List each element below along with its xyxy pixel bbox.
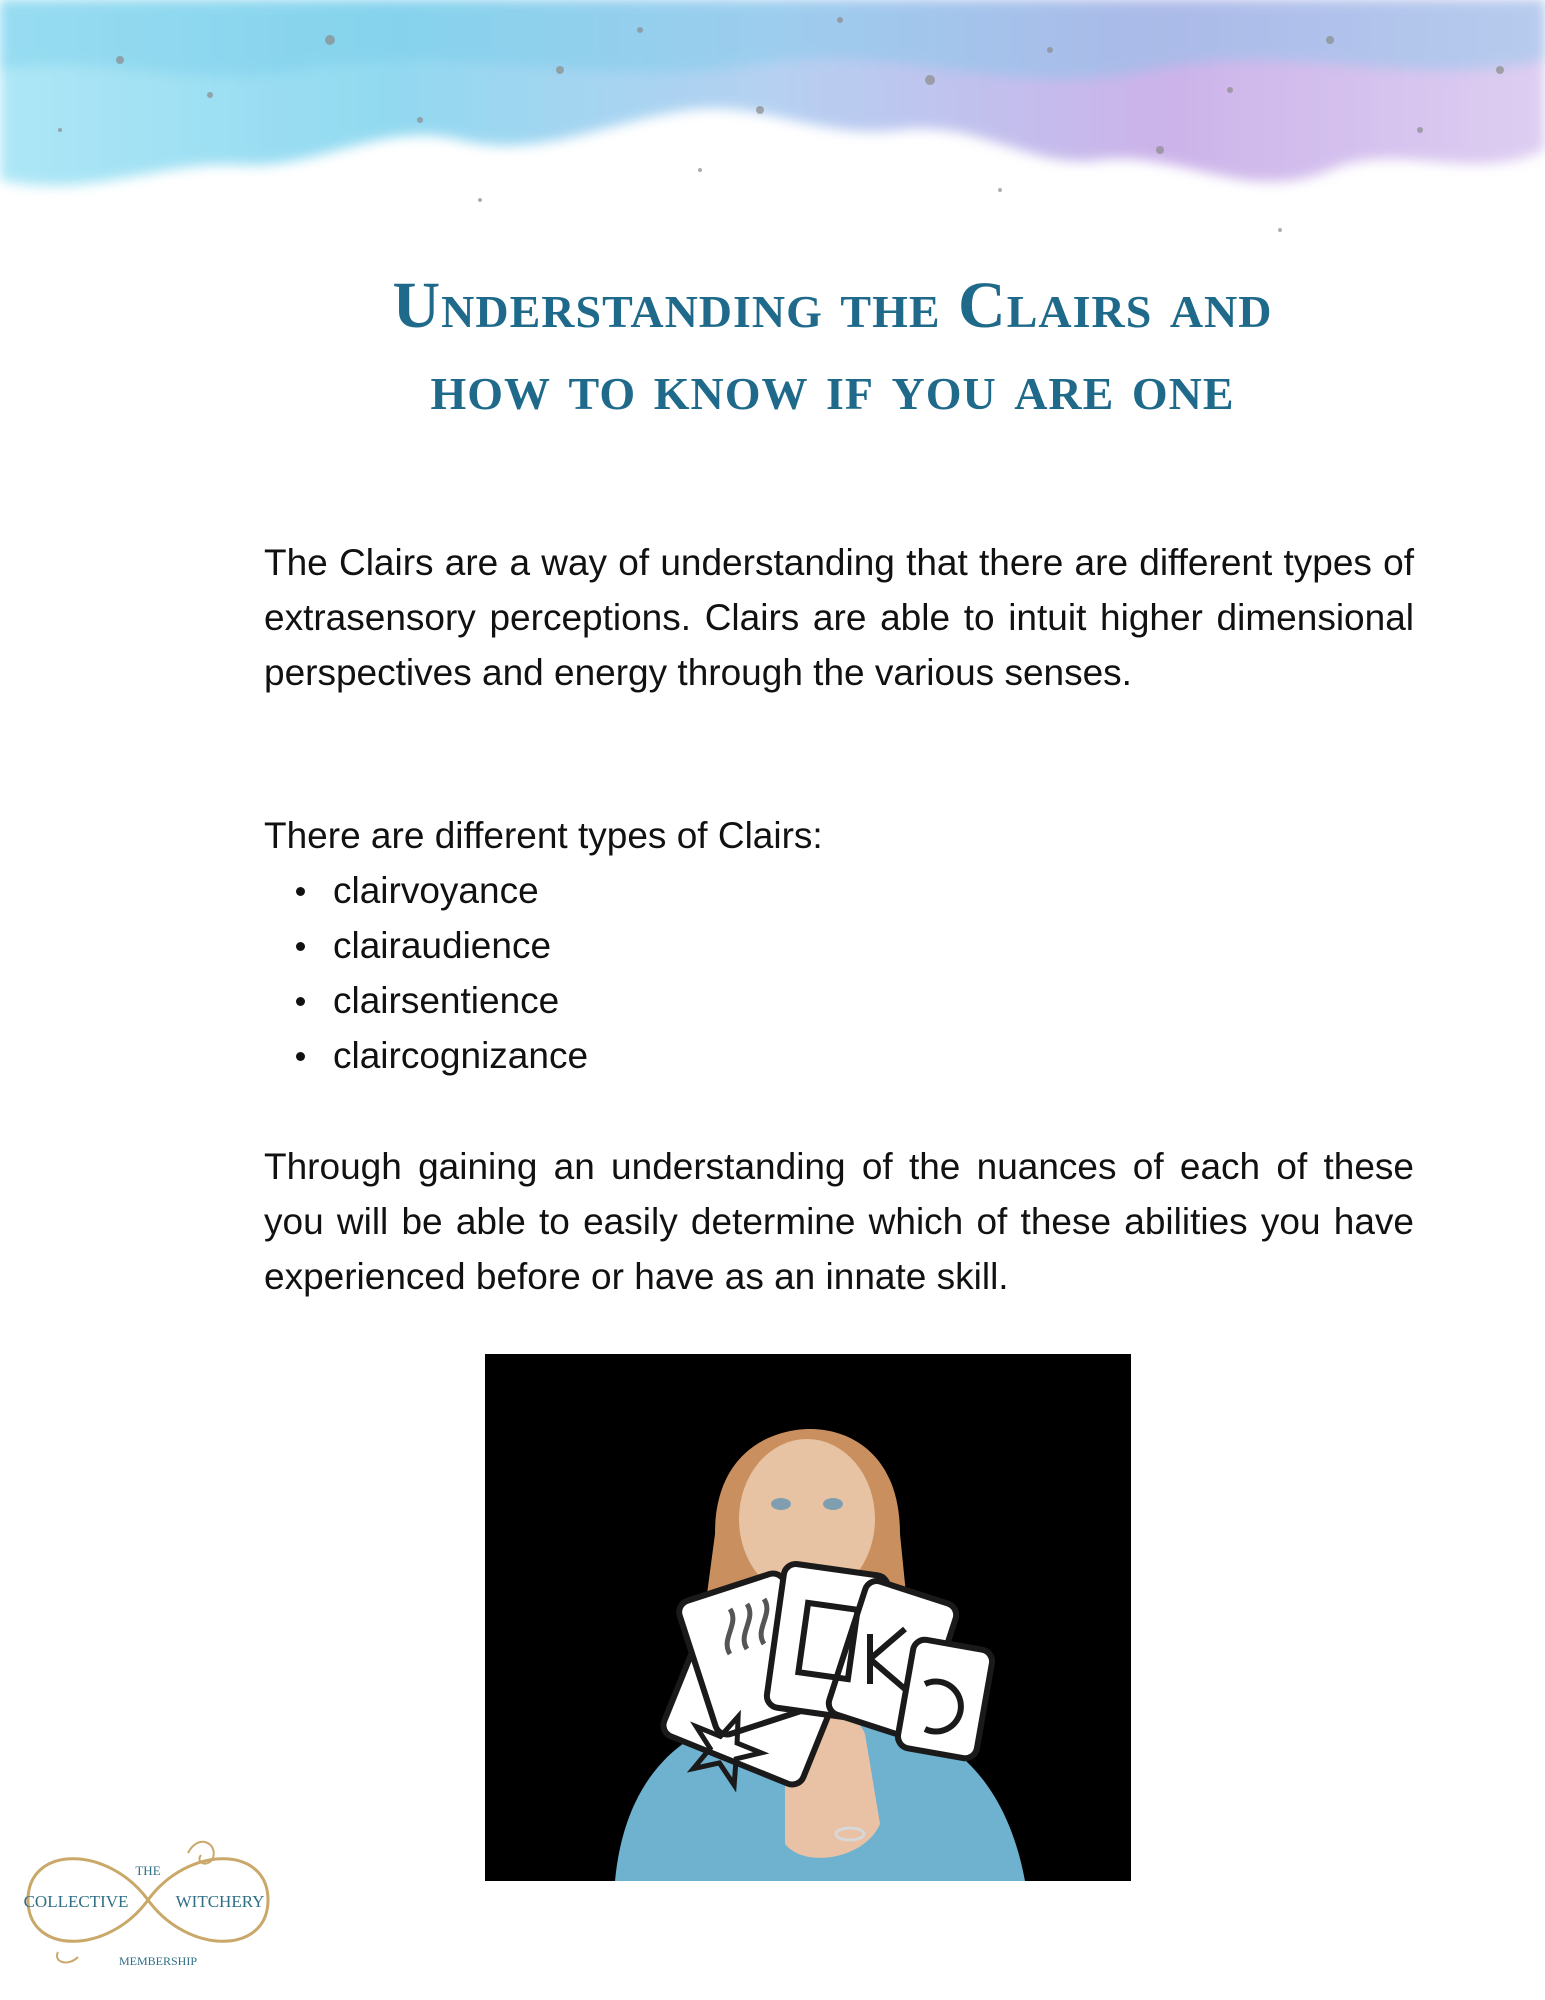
clair-types-heading: There are different types of Clairs: bbox=[264, 815, 823, 856]
page-title bbox=[200, 265, 1465, 429]
intro-paragraph: The Clairs are a way of understanding that there are different types of extrasensory perceptions. Clairs are able to intuit higher dimensional perspectives and energy through the various senses. bbox=[264, 542, 1414, 693]
list-item-clairsentience: clairsentience bbox=[264, 973, 1064, 1028]
closing-paragraph: Through gaining an understanding of the nuances of each of these you will be able to easily determine which of these abilities you have experienced before or have as an innate skill. bbox=[264, 1146, 1414, 1297]
logo-word-left: COLLECTIVE bbox=[23, 1892, 129, 1911]
watercolor-header-decoration bbox=[0, 0, 1545, 300]
list-item-clairvoyance: clairvoyance bbox=[264, 863, 1064, 918]
logo-word-top: THE bbox=[135, 1863, 161, 1878]
clair-types-list bbox=[264, 863, 1064, 1083]
list-item-clairaudience: clairaudience bbox=[264, 918, 1064, 973]
logo-word-right: WITCHERY bbox=[175, 1892, 265, 1911]
title-line-2: how to know if you are one bbox=[430, 351, 1235, 424]
list-item-claircognizance: claircognizance bbox=[264, 1028, 1064, 1083]
title-line-1: Understanding the Clairs and bbox=[392, 269, 1273, 342]
woman-holding-zener-cards-photo bbox=[485, 1354, 1131, 1881]
logo-word-bottom: MEMBERSHIP bbox=[118, 1954, 198, 1968]
collective-witchery-logo bbox=[8, 1825, 293, 1975]
